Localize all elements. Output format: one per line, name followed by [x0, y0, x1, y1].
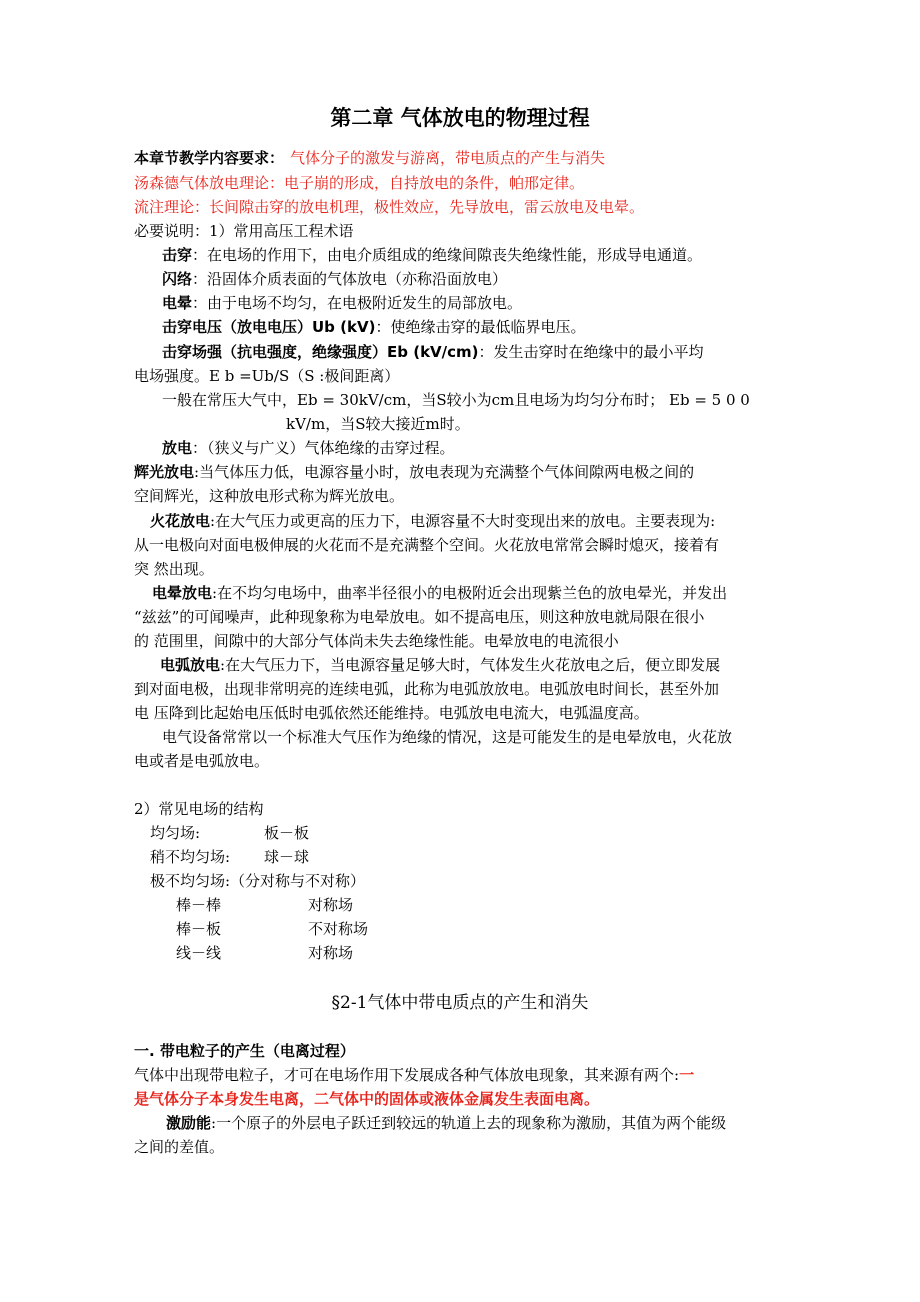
requirements-text-1: 气体分子的激发与游离，带电质点的产生与消失 — [290, 149, 606, 167]
corona-discharge-line-3: 的 范围里，间隙中的大部分气体尚未失去绝缘性能。电晕放电的电流很小 — [134, 632, 619, 650]
glow-line-2: 空间辉光，这种放电形式称为辉光放电。 — [134, 487, 405, 505]
field-slightly-value: 球－球 — [264, 848, 310, 866]
glow-term: 辉光放电 — [134, 463, 195, 481]
spark-line-2: 从一电极向对面电极伸展的火花而不是充满整个空间。火花放电常常会瞬时熄灭，接着有 — [134, 536, 720, 554]
arc-term: 电弧放电 — [160, 656, 221, 674]
term-corona — [162, 292, 522, 314]
field-row-a: 棒－棒 — [176, 896, 222, 914]
term-strength — [162, 341, 704, 363]
section-title: §2-1气体中带电质点的产生和消失 — [331, 993, 589, 1013]
requirements-label: 本章节教学内容要求： — [134, 149, 285, 167]
intro-line: 必要说明：1）常用高压工程术语 — [134, 222, 354, 240]
term-discharge-text: ：（狭义与广义）气体绝缘的击穿过程。 — [192, 439, 455, 457]
spark-line-1 — [150, 510, 715, 532]
field-row-b: 对称场 — [308, 944, 354, 962]
general-line-2: kV/m，当S较大接近m时。 — [286, 415, 470, 433]
field-row-b: 不对称场 — [308, 920, 369, 938]
term-flashover — [162, 268, 507, 290]
term-breakdown-label: 击穿 — [162, 246, 193, 264]
field-uniform-value: 板－板 — [264, 824, 310, 842]
term-voltage-label: 击穿电压（放电电压）Ub (kV) — [162, 318, 376, 336]
field-uniform-label: 均匀场: — [150, 824, 201, 842]
field-slightly-label: 稍不均匀场: — [150, 848, 231, 866]
term-voltage — [162, 316, 585, 338]
part1-red-1: 一 — [679, 1066, 695, 1084]
term-flashover-text: ：沿固体介质表面的气体放电（亦称沿面放电） — [192, 270, 508, 288]
corona-discharge-line-2: “兹兹”的可闻噪声，此种现象称为电晕放电。如不提高电压，则这种放电就局限在很小 — [134, 608, 705, 626]
field-row-a: 线－线 — [176, 944, 222, 962]
general-line-1: 一般在常压大气中，Eb = 30kV/cm，当S较小为cm且电场为均匀分布时； Eb = 5 0 0 — [162, 391, 750, 409]
field-extreme-label: 极不均匀场:（分对称与不对称） — [150, 872, 366, 890]
corona-discharge-line-1 — [152, 582, 727, 604]
term-corona-text: ：由于电场不均匀，在电极附近发生的局部放电。 — [192, 294, 523, 312]
spark-term: 火花放电 — [150, 512, 211, 530]
corona-discharge-term: 电晕放电 — [152, 584, 213, 602]
term-breakdown — [162, 244, 702, 266]
arc-line-3: 电 压降到比起始电压低时电弧依然还能维持。电弧放电电流大，电弧温度高。 — [134, 704, 649, 722]
term-strength-text-2: 电场强度。E b =Ub/S（S :极间距离） — [134, 367, 400, 385]
arc-line-2: 到对面电极，出现非常明亮的连续电弧，此称为电弧放放电。电弧放电时间长，甚至外加 — [134, 680, 720, 698]
field-row-b: 对称场 — [308, 896, 354, 914]
requirements-line-2: 汤森德气体放电理论：电子崩的形成，自持放电的条件，帕邢定律。 — [134, 174, 585, 192]
glow-text-1: :当气体压力低，电源容量小时，放电表现为充满整个气体间隙两电极之间的 — [194, 463, 695, 481]
part1-excite-line-2: 之间的差值。 — [134, 1138, 225, 1156]
term-voltage-text: ：使绝缘击穿的最低临界电压。 — [375, 318, 586, 336]
term-discharge-label: 放电 — [162, 439, 193, 457]
term-discharge — [162, 437, 455, 459]
equipment-line-1: 电气设备常常以一个标准大气压作为绝缘的情况，这是可能发生的是电晕放电，火花放 — [162, 728, 733, 746]
requirements-line-3: 流注理论：长间隙击穿的放电机理，极性效应，先导放电，雷云放电及电晕。 — [134, 198, 645, 216]
part1-line-1 — [134, 1064, 694, 1086]
field-row-a: 棒－板 — [176, 920, 222, 938]
arc-text-1: :在大气压力下，当电源容量足够大时，气体发生火花放电之后，便立即发展 — [220, 656, 721, 674]
corona-discharge-text-1: :在不均匀电场中，曲率半径很小的电极附近会出现紫兰色的放电晕光，并发出 — [212, 584, 728, 602]
spark-line-3: 突 然出现。 — [134, 560, 214, 578]
fields-heading: 2）常见电场的结构 — [134, 800, 264, 818]
part1-line-2: 是气体分子本身发生电离，二气体中的固体或液体金属发生表面电离。 — [134, 1090, 600, 1108]
equipment-line-2: 电或者是电弧放电。 — [134, 752, 270, 770]
term-corona-label: 电晕 — [162, 294, 193, 312]
term-flashover-label: 闪络 — [162, 270, 193, 288]
term-strength-text: ：发生击穿时在绝缘中的最小平均 — [478, 343, 704, 361]
requirements-line-1 — [134, 147, 605, 169]
part1-heading: 一. 带电粒子的产生（电离过程） — [134, 1042, 355, 1060]
arc-line-1 — [160, 654, 720, 676]
part1-text-1: 气体中出现带电粒子，才可在电场作用下发展成各种气体放电现象，其来源有两个: — [134, 1066, 680, 1084]
excite-text-1: :一个原子的外层电子跃迁到较远的轨道上去的现象称为激励，其值为两个能级 — [211, 1114, 727, 1132]
glow-line-1 — [134, 461, 694, 483]
page-title: 第二章 气体放电的物理过程 — [330, 106, 590, 130]
term-strength-label: 击穿场强（抗电强度，绝缘强度）Eb (kV/cm) — [162, 343, 479, 361]
part1-excite-line-1 — [166, 1112, 726, 1134]
term-breakdown-text: ：在电场的作用下，由电介质组成的绝缘间隙丧失绝缘性能，形成导电通道。 — [192, 246, 703, 264]
spark-text-1: :在大气压力或更高的压力下，电源容量不大时变现出来的放电。主要表现为: — [210, 512, 716, 530]
excite-term: 激励能 — [166, 1114, 212, 1132]
